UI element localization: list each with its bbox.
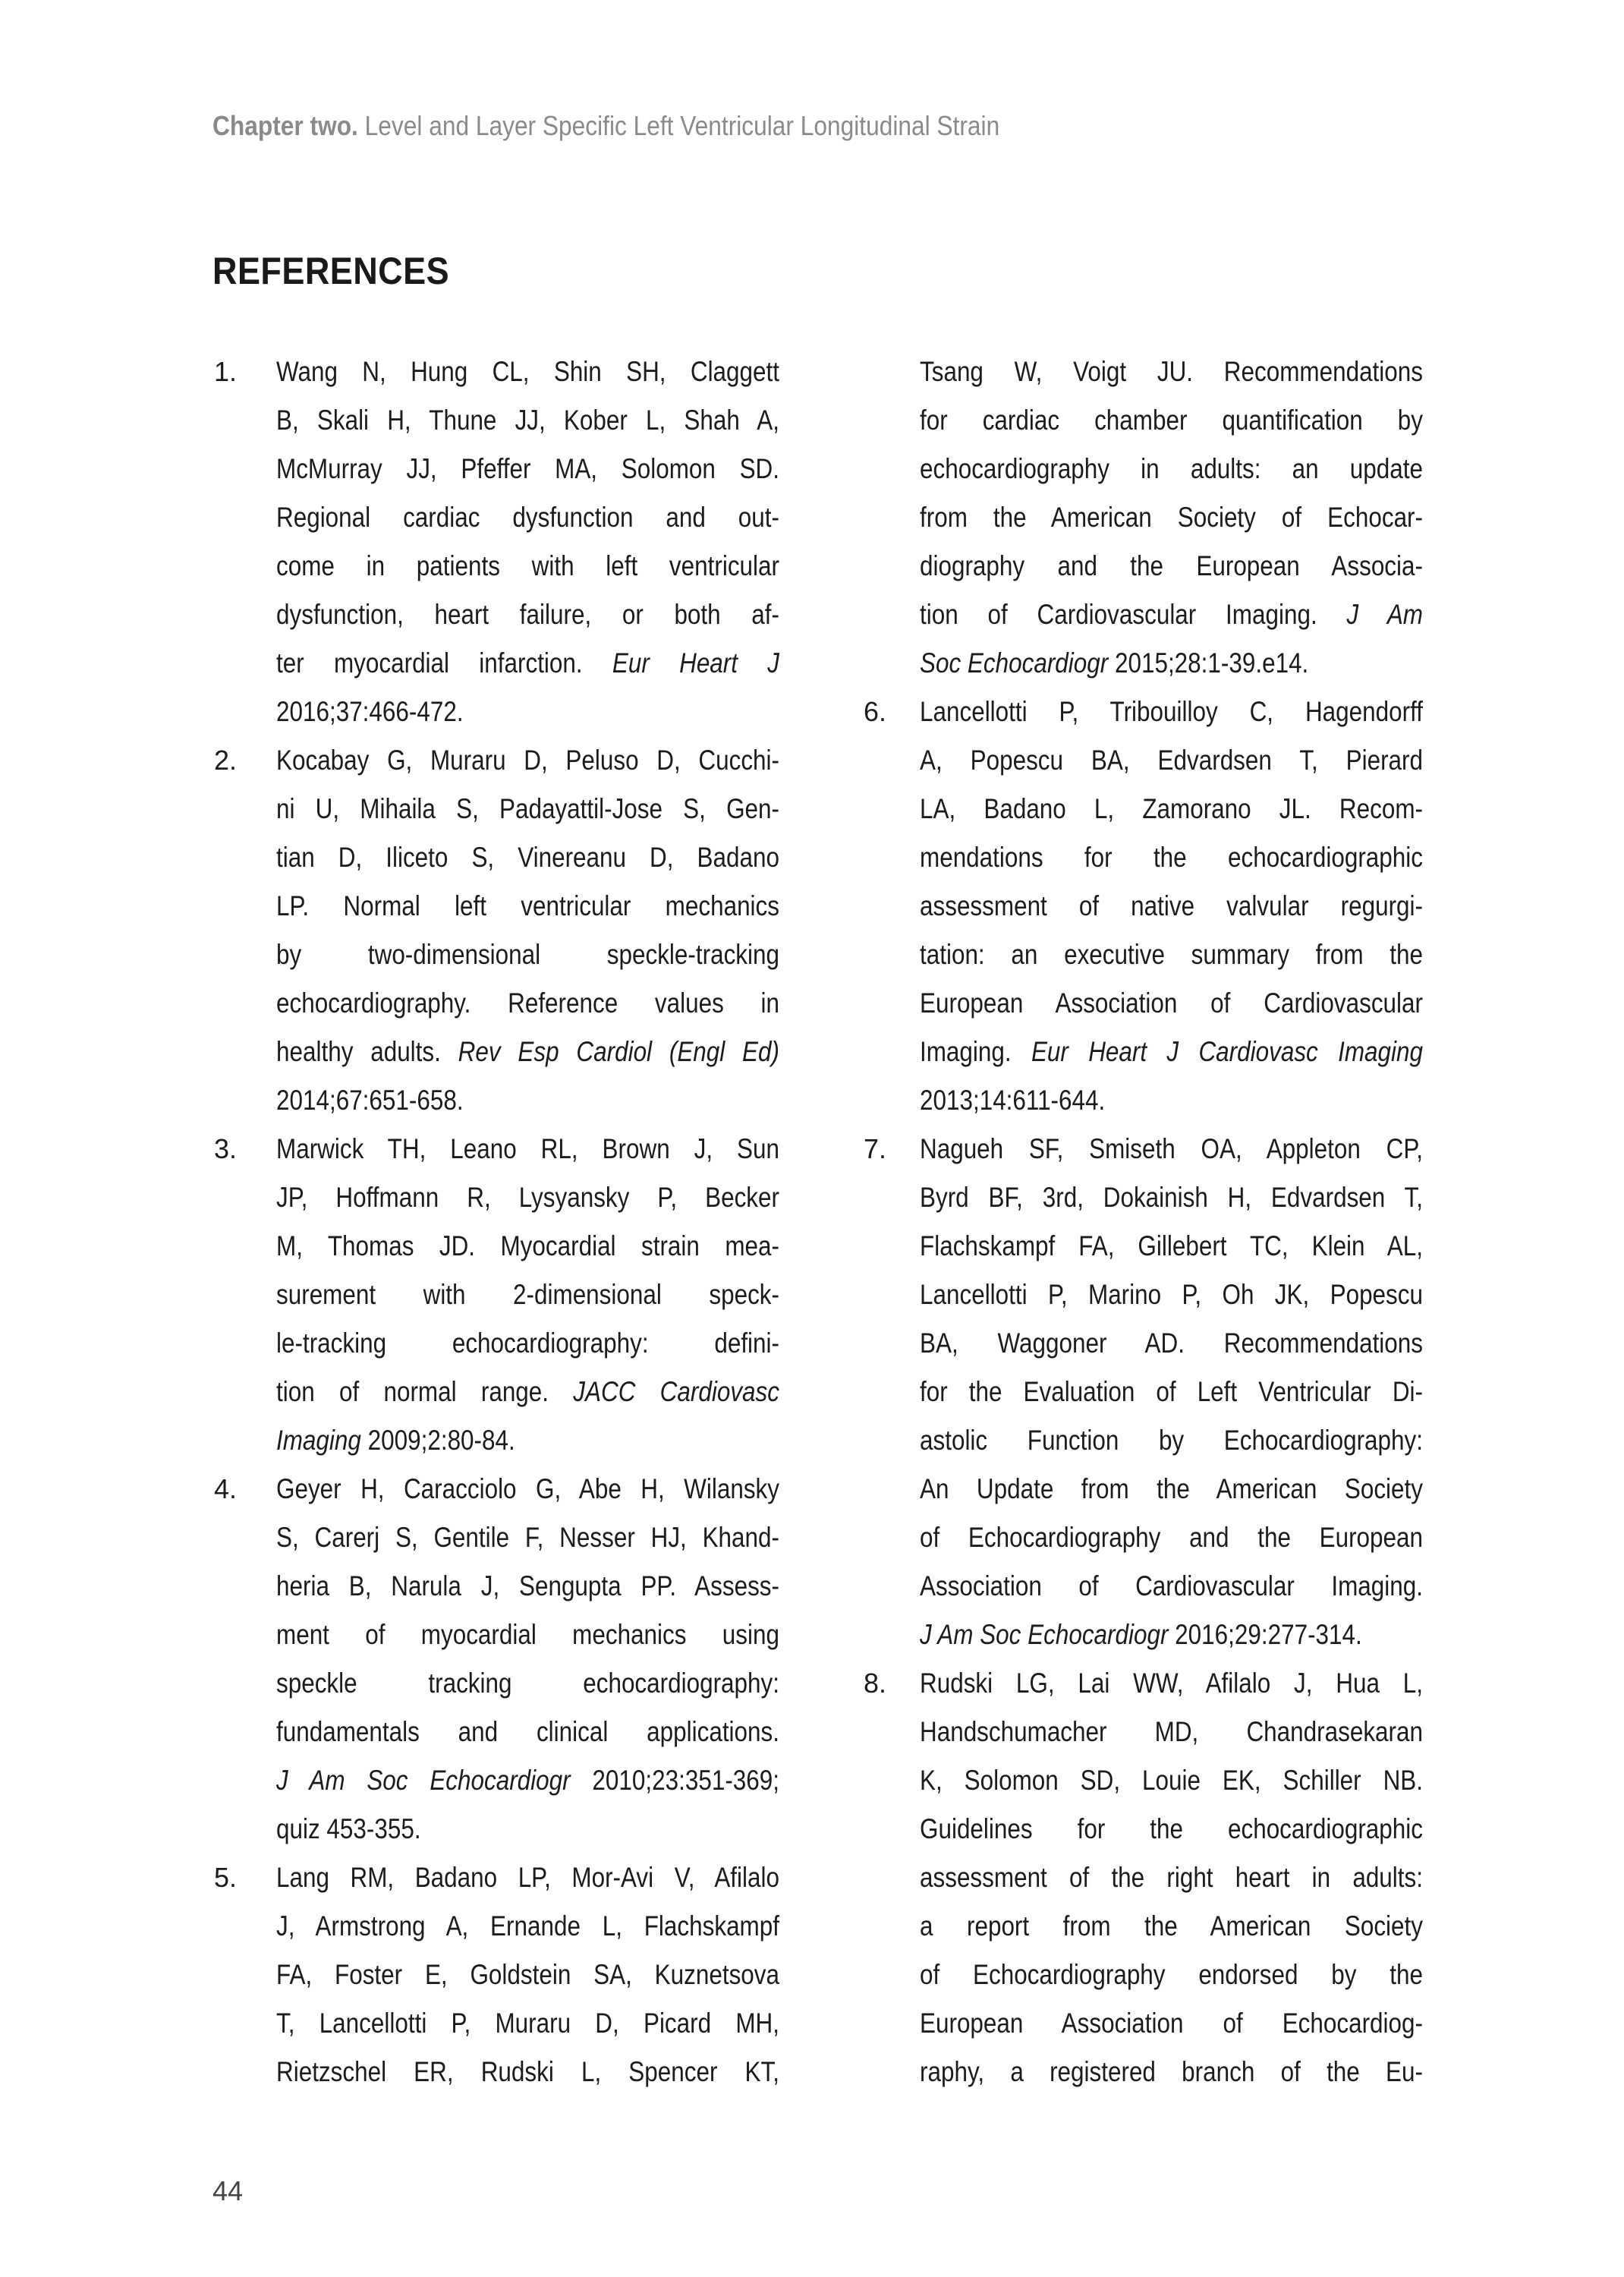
reference-text [276,1853,779,2096]
reference-line: 2016;37:466-472. [276,696,464,727]
reference-entry [214,736,868,1125]
reference-line: Nagueh SF, Smiseth OA, Appleton CP, [920,1133,1423,1164]
reference-line: Flachskampf FA, Gillebert TC, Klein AL, [920,1230,1423,1261]
reference-line: Rietzschel ER, Rudski L, Spencer KT, [276,2056,779,2087]
reference-line: by two-dimensional speckle-tracking [276,939,779,970]
reference-number: 1. [214,356,238,387]
reference-line: Lancellotti P, Tribouilloy C, Hagendorff [920,696,1423,727]
reference-line: for the Evaluation of Left Ventricular Di- [920,1376,1423,1407]
reference-line: 2013;14:611-644. [920,1085,1106,1116]
reference-line: assessment of the right heart in adults: [920,1862,1423,1893]
reference-line: Tsang W, Voigt JU. Recommendations [920,356,1423,387]
reference-line: Guidelines for the echocardiographic [920,1813,1423,1844]
reference-number: 3. [214,1133,238,1164]
reference-line: K, Solomon SD, Louie EK, Schiller NB. [920,1765,1423,1796]
reference-line: An Update from the American Society [920,1473,1423,1504]
reference-line: fundamentals and clinical applications. [276,1716,779,1747]
reference-line: ter myocardial infarction. Eur Heart J [276,647,779,679]
reference-line: European Association of Cardiovascular [920,987,1423,1019]
reference-line: le-tracking echocardiography: defini- [276,1327,779,1359]
reference-line: J, Armstrong A, Ernande L, Flachskampf [276,1910,779,1942]
journal-name: J Am Soc Echocardiogr [276,1765,571,1796]
reference-line: tion of normal range. JACC Cardiovasc [276,1376,779,1407]
reference-line: JP, Hoffmann R, Lysyansky P, Becker [276,1182,779,1213]
reference-line: Kocabay G, Muraru D, Peluso D, Cucchi- [276,745,779,776]
reference-text [920,348,1423,688]
reference-text [920,1125,1423,1659]
reference-line: A, Popescu BA, Edvardsen T, Pierard [920,745,1423,776]
reference-entry [864,1125,1512,1659]
reference-line: J Am Soc Echocardiogr 2016;29:277-314. [920,1619,1362,1650]
reference-line: of Echocardiography and the European [920,1522,1423,1553]
reference-entry [214,1465,868,1853]
reference-line: ni U, Mihaila S, Padayattil-Jose S, Gen- [276,793,779,824]
reference-line: Lang RM, Badano LP, Mor-Avi V, Afilalo [276,1862,779,1893]
reference-line: heria B, Narula J, Sengupta PP. Assess- [276,1570,779,1601]
reference-line: Wang N, Hung CL, Shin SH, Claggett [276,356,779,387]
reference-line: dysfunction, heart failure, or both af- [276,599,779,630]
reference-line: for cardiac chamber quantification by [920,405,1423,436]
reference-line: 2014;67:651-658. [276,1085,464,1116]
reference-line: tation: an executive summary from the [920,939,1423,970]
reference-entry [214,348,868,736]
journal-name: Eur Heart J [612,647,779,679]
reference-entry [214,1125,868,1465]
reference-line: Rudski LG, Lai WW, Afilalo J, Hua L, [920,1668,1423,1699]
reference-entry [864,348,1512,688]
reference-number: 4. [214,1473,238,1504]
reference-line: FA, Foster E, Goldstein SA, Kuznetsova [276,1959,779,1990]
reference-line: LA, Badano L, Zamorano JL. Recom- [920,793,1423,824]
reference-line: from the American Society of Echocar- [920,502,1423,533]
reference-line: J Am Soc Echocardiogr 2010;23:351-369; [276,1765,780,1796]
chapter-label: Chapter two. [212,110,358,141]
reference-line: tian D, Iliceto S, Vinereanu D, Badano [276,842,779,873]
journal-name: J Am Soc Echocardiogr [920,1619,1169,1650]
reference-number: 5. [214,1862,238,1893]
reference-line: raphy, a registered branch of the Eu- [920,2056,1423,2087]
page-number: 44 [212,2175,244,2206]
reference-text [276,1125,779,1465]
reference-line: Soc Echocardiogr 2015;28:1-39.e14. [920,647,1309,679]
reference-line: diography and the European Associa- [920,550,1423,581]
reference-line: assessment of native valvular regurgi- [920,890,1423,921]
reference-text [920,1659,1423,2096]
references-column-left [214,348,868,2096]
references-column-right [864,348,1512,2096]
reference-line: Imaging. Eur Heart J Cardiovasc Imaging [920,1036,1423,1067]
journal-name: Imaging [276,1425,361,1456]
reference-line: astolic Function by Echocardiography: [920,1425,1423,1456]
reference-text [920,688,1423,1125]
reference-line: Imaging 2009;2:80-84. [276,1425,515,1456]
reference-line: Marwick TH, Leano RL, Brown J, Sun [276,1133,779,1164]
reference-number: 7. [864,1133,887,1164]
reference-line: Regional cardiac dysfunction and out- [276,502,779,533]
reference-line: quiz 453-355. [276,1813,421,1844]
journal-name: JACC Cardiovasc [573,1376,779,1407]
reference-line: S, Carerj S, Gentile F, Nesser HJ, Khand- [276,1522,779,1553]
reference-number: 6. [864,696,887,727]
reference-line: Association of Cardiovascular Imaging. [920,1570,1423,1601]
reference-line: Lancellotti P, Marino P, Oh JK, Popescu [920,1279,1423,1310]
reference-line: LP. Normal left ventricular mechanics [276,890,779,921]
reference-entry [864,1659,1512,2096]
reference-line: T, Lancellotti P, Muraru D, Picard MH, [276,2008,779,2039]
journal-name: Soc Echocardiogr [920,647,1109,679]
chapter-title: Level and Layer Specific Left Ventricular Longitudinal Strain [364,110,1000,141]
journal-name: Eur Heart J Cardiovasc Imaging [1031,1036,1423,1067]
reference-number: 8. [864,1668,887,1699]
reference-line: healthy adults. Rev Esp Cardiol (Engl Ed) [276,1036,780,1067]
journal-name: Rev Esp Cardiol (Engl Ed) [458,1036,780,1067]
reference-line: mendations for the echocardiographic [920,842,1423,873]
reference-line: Handschumacher MD, Chandrasekaran [920,1716,1423,1747]
journal-name: J Am [1346,599,1423,630]
section-title: REFERENCES [212,250,450,292]
reference-line: M, Thomas JD. Myocardial strain mea- [276,1230,779,1261]
reference-line: tion of Cardiovascular Imaging. J Am [920,599,1423,630]
reference-line: European Association of Echocardiog- [920,2008,1423,2039]
running-head [212,110,999,142]
reference-line: speckle tracking echocardiography: [276,1668,779,1699]
reference-line: echocardiography in adults: an update [920,453,1423,484]
reference-line: Geyer H, Caracciolo G, Abe H, Wilansky [276,1473,779,1504]
reference-line: Byrd BF, 3rd, Dokainish H, Edvardsen T, [920,1182,1423,1213]
reference-text [276,1465,779,1853]
reference-text [276,736,779,1125]
reference-line: BA, Waggoner AD. Recommendations [920,1327,1423,1359]
reference-entry [214,1853,868,2096]
reference-line: ment of myocardial mechanics using [276,1619,779,1650]
reference-line: McMurray JJ, Pfeffer MA, Solomon SD. [276,453,779,484]
reference-entry [864,688,1512,1125]
reference-number: 2. [214,745,238,776]
reference-line: echocardiography. Reference values in [276,987,779,1019]
reference-text [276,348,779,736]
reference-line: B, Skali H, Thune JJ, Kober L, Shah A, [276,405,779,436]
reference-line: a report from the American Society [920,1910,1423,1942]
reference-line: come in patients with left ventricular [276,550,779,581]
reference-line: of Echocardiography endorsed by the [920,1959,1423,1990]
reference-line: surement with 2-dimensional speck- [276,1279,779,1310]
